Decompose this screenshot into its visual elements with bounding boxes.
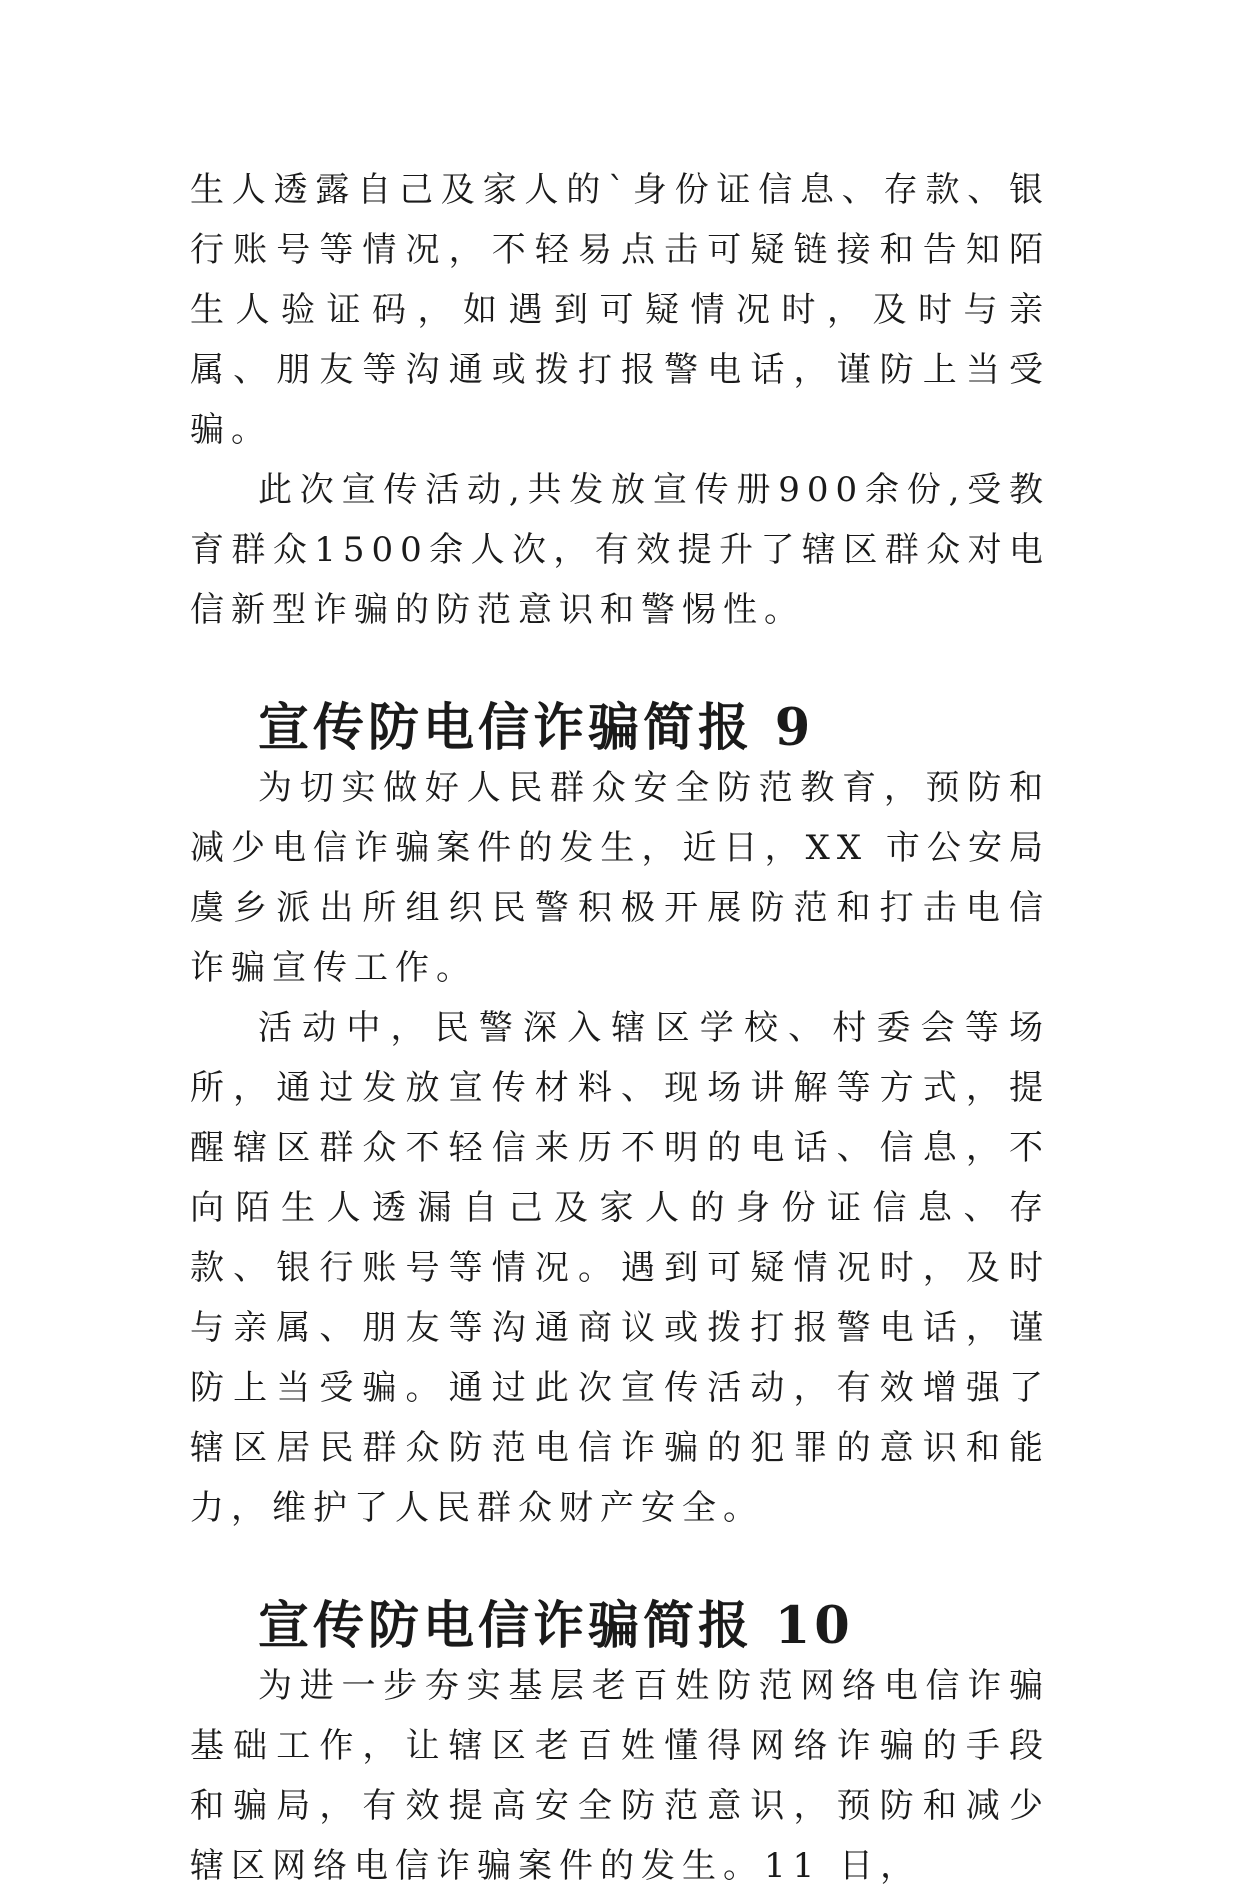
- paragraph-briefing-10-intro: 为进一步夯实基层老百姓防范网络电信诈骗基础工作，让辖区老百姓懂得网络诈骗的手段和骗局，有效提高安全防范意识，预防和减少辖区网络电信诈骗案件的发生。11 日，: [190, 1666, 1050, 1886]
- document-page: [190, 160, 1050, 1896]
- paragraph-briefing-9-activity: 活动中，民警深入辖区学校、村委会等场所，通过发放宣传材料、现场讲解等方式，提醒辖区群众不轻信来历不明的电话、信息，不向陌生人透漏自己及家人的身份证信息、存款、银行账号等情况。遇到可疑情况时，及时与亲属、朋友等沟通商议或拨打报警电话，谨防上当受骗。通过此次宣传活动，有效增强了辖区居民群众防范电信诈骗的犯罪的意识和能力，维护了人民群众财产安全。: [190, 1008, 1050, 1528]
- section-heading-9: 宣传防电信诈骗简报 9: [258, 698, 815, 758]
- section-heading-10: 宣传防电信诈骗简报 10: [258, 1596, 854, 1656]
- paragraph-continued: 生人透露自己及家人的`身份证信息、存款、银行账号等情况，不轻易点击可疑链接和告知陌生人验证码，如遇到可疑情况时，及时与亲属、朋友等沟通或拨打报警电话，谨防上当受骗。: [190, 170, 1050, 450]
- paragraph-briefing-9-intro: 为切实做好人民群众安全防范教育，预防和减少电信诈骗案件的发生，近日，XX 市公安局虞乡派出所组织民警积极开展防范和打击电信诈骗宣传工作。: [190, 768, 1050, 988]
- paragraph-campaign-summary: 此次宣传活动,共发放宣传册900余份,受教育群众1500余人次，有效提升了辖区群众对电信新型诈骗的防范意识和警惕性。: [190, 470, 1050, 630]
